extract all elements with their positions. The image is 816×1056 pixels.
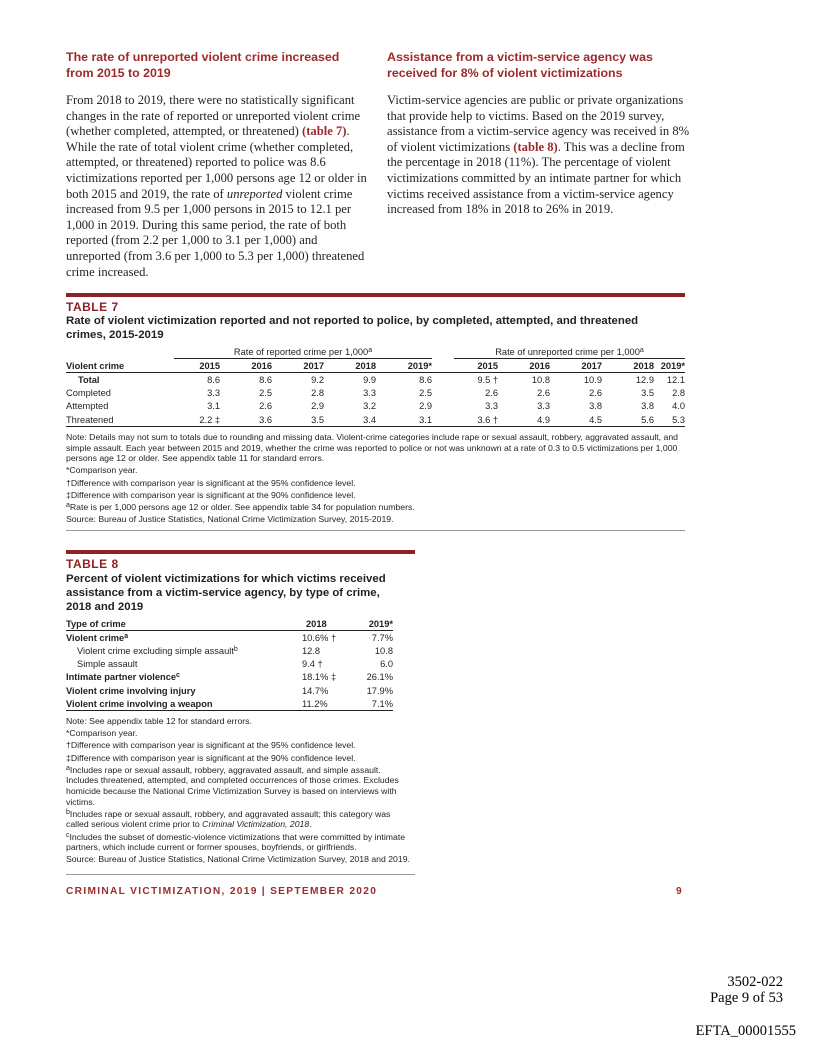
table8-title: Percent of violent victimizations for which victims received assistance from a victim-service agency, by type of crime, 2018 and 2019 [66, 573, 386, 613]
cell: 9.4 † [302, 659, 323, 670]
cell: 2.6 [259, 401, 272, 412]
table7-year: 2016 [498, 359, 550, 373]
table8-note-a: $^a$Includes rape or sexual assault, robbery, aggravated assault, and simple assault. Includes threatened, attempted, and completed occurrences of those crimes. Excludes homicide because the National Crime Victimization Survey is based on interviews with victims. [66, 764, 399, 807]
cell: 12.1 [666, 374, 685, 385]
cell: 26.1% [366, 672, 393, 683]
doc-id: 3502-022 [727, 974, 783, 990]
page-number: 9 [676, 886, 683, 897]
cell: 5.6 [602, 413, 654, 427]
cell: 10.9 [583, 374, 602, 385]
table8-note-b: $^b$Includes rape or sexual assault, robbery, and aggravated assault; this category was called serious violent crime prior to Criminal Victimization, 2018. [66, 808, 391, 830]
table7-group-header [66, 345, 685, 359]
cell: 3.3 [537, 401, 550, 412]
table7-column-header [66, 359, 685, 373]
cell: 2.6 [589, 388, 602, 399]
cell: 7.1% [354, 697, 393, 711]
row-label: Violent crime excluding simple assault$^b$ [77, 645, 238, 656]
table-row [66, 658, 393, 671]
table7-year: 2015 [454, 359, 498, 373]
left-p2: . While the rate of total violent crime (whether completed, attempted, or threatened) reported to police was 8.6 victimizations reported per 1,000 persons age 12 or older in both 2015 and 2019, the rate of [66, 124, 367, 201]
table8-note: Note: See appendix table 12 for standard errors. [66, 716, 252, 726]
cell: 4.0 [672, 401, 685, 412]
cell: 3.3 [207, 388, 220, 399]
table8-note: †Difference with comparison year is significant at the 95% confidence level. [66, 740, 356, 751]
table7-link[interactable]: (table 7) [302, 124, 347, 139]
table7-year: 2019* [376, 359, 432, 373]
table7-year: 2015 [174, 359, 220, 373]
table7-year: 2016 [220, 359, 272, 373]
cell: 3.1 [207, 401, 220, 412]
cell: 3.6 [220, 413, 272, 427]
cell: 5.3 [654, 413, 685, 427]
table8-bottom-rule [66, 874, 415, 875]
table-row [66, 387, 685, 400]
cell: 11.2% [302, 697, 354, 711]
cell: 3.8 [641, 401, 654, 412]
cell: 10.6% † [302, 632, 337, 643]
table-row [66, 400, 685, 413]
row-label: Violent crime$^a$ [66, 632, 129, 643]
table7-group-reported: Rate of reported crime per 1,000$^a$ [174, 345, 432, 359]
cell: 8.6 [259, 374, 272, 385]
left-p1: From 2018 to 2019, there were no statistically significant changes in the rate of reported or unreported violent crime (whether completed, attempted, or threatened) [66, 93, 361, 139]
table7-year: 2017 [550, 359, 602, 373]
cell: 12.8 [302, 645, 321, 656]
cell: 3.1 [376, 413, 432, 427]
cell: 3.5 [641, 388, 654, 399]
row-label: Intimate partner violence$^c$ [66, 672, 180, 683]
table7 [66, 345, 685, 427]
cell: 12.9 [635, 374, 654, 385]
cell: 3.5 [272, 413, 324, 427]
table-row [66, 697, 393, 711]
table7-note-a: $^a$Rate is per 1,000 persons age 12 or older. See appendix table 34 for population numbers. [66, 501, 415, 512]
right-p1: Victim-service agencies are public or private organizations that provide help to victims. Based on the 2019 survey, assistance from a victim-service agency was received in 8% of violent victimizations [387, 93, 690, 154]
cell: 2.5 [419, 388, 432, 399]
row-label: Completed [66, 388, 111, 399]
cell: 2.8 [311, 388, 324, 399]
cell: 3.3 [363, 388, 376, 399]
table-row [66, 644, 393, 657]
cell: 4.5 [550, 413, 602, 427]
cell: 4.9 [498, 413, 550, 427]
row-label: Total [78, 374, 100, 385]
row-label: Violent crime involving a weapon [66, 697, 302, 711]
cell: 10.8 [374, 645, 393, 656]
table7-year: 2019* [654, 359, 685, 373]
table8-label: TABLE 8 [66, 557, 119, 571]
table8-col-2019: 2019* [354, 617, 393, 631]
table8-top-bar [66, 550, 415, 554]
cell: 2.8 [672, 388, 685, 399]
cell: 8.6 [419, 374, 432, 385]
table8-note-c: $^c$Includes the subset of domestic-violence victimizations that were committed by intimate partners, which include current or former spouses, boyfriends, or girlfriends. [66, 831, 406, 853]
table7-note: †Difference with comparison year is significant at the 95% confidence level. [66, 477, 356, 488]
table7-bottom-rule [66, 530, 685, 531]
cell: 9.5 † [477, 374, 498, 385]
table7-year: 2018 [602, 359, 654, 373]
left-p3: violent crime increased from 9.5 per 1,000 persons in 2015 to 12.1 per 1,000 in 2019. During this same period, the rate of both reported (from 2.2 per 1,000 to 3.1 per 1,000) and unreported (from 3.6 per 1,000 to 5.3 per 1,000) threatened crime increased. [66, 186, 365, 279]
row-label: Simple assault [77, 659, 138, 670]
cell: 2.9 [311, 401, 324, 412]
table8-col-type: Type of crime [66, 617, 302, 631]
table8-note: ‡Difference with comparison year is significant at the 90% confidence level. [66, 752, 356, 763]
right-paragraph [387, 93, 691, 218]
table8-source: Source: Bureau of Justice Statistics, National Crime Victimization Survey, 2018 and 2019. [66, 854, 410, 865]
row-label: Violent crime involving injury [66, 685, 196, 696]
row-label: Threatened [66, 413, 174, 427]
table7-label: TABLE 7 [66, 300, 119, 314]
table-row [66, 373, 685, 387]
cell: 9.2 [311, 374, 324, 385]
cell: 8.6 [207, 374, 220, 385]
table8-notes [66, 716, 414, 866]
cell: 2.5 [259, 388, 272, 399]
cell: 10.8 [531, 374, 550, 385]
table-row [66, 671, 393, 684]
right-p2: . This was a decline from the percentage in 2018 (11%). The percentage of violent victimizations committed by an intimate partner for which victims received assistance from a victim-service agency increased from 18% in 2018 to 26% in 2019. [387, 139, 685, 217]
table7-note: ‡Difference with comparison year is significant at the 90% confidence level. [66, 489, 356, 500]
table7-note: Note: Details may not sum to totals due to rounding and missing data. Violent-crime categories include rape or sexual assault, robbery, aggravated assault, and simple assault. Each year between 2015 and 2019, whether the crime was reported to police or not was unknown at a rate of 0.3 to 0.5 victimizations per 1,000 persons age 12 or older. See appendix table 11 for standard errors. [66, 432, 679, 464]
cell: 7.7% [371, 632, 393, 643]
cell: 18.1% ‡ [302, 672, 337, 683]
cell: 2.6 [537, 388, 550, 399]
row-label: Attempted [66, 401, 109, 412]
table7-note: *Comparison year. [66, 465, 138, 476]
left-p2-italic: unreported [226, 186, 283, 201]
cell: 2.6 [485, 388, 498, 399]
table7-source: Source: Bureau of Justice Statistics, National Crime Victimization Survey, 2015-2019. [66, 514, 394, 525]
cell: 3.4 [324, 413, 376, 427]
table7-group-unreported: Rate of unreported crime per 1,000$^a$ [454, 345, 685, 359]
cell: 3.6 † [454, 413, 498, 427]
table-row [66, 631, 393, 645]
table7-top-bar [66, 293, 685, 297]
table-row [66, 413, 685, 427]
footer-title: CRIMINAL VICTIMIZATION, 2019 | SEPTEMBER 2020 [66, 886, 378, 897]
table7-notes [66, 432, 688, 526]
table8-column-header [66, 617, 393, 631]
efta-id: EFTA_00001555 [695, 1023, 796, 1039]
table7-year: 2018 [324, 359, 376, 373]
left-paragraph [66, 93, 368, 280]
cell: 2.2 ‡ [174, 413, 220, 427]
cell: 14.7% [302, 685, 329, 696]
table8-link[interactable]: (table 8) [513, 139, 558, 154]
table-row [66, 684, 393, 697]
right-heading: Assistance from a victim-service agency was received for 8% of violent victimizations [387, 50, 653, 80]
table8-col-2018: 2018 [302, 617, 354, 631]
left-heading: The rate of unreported violent crime increased from 2015 to 2019 [66, 50, 340, 80]
cell: 2.9 [419, 401, 432, 412]
table7-year: 2017 [272, 359, 324, 373]
table7-row-header: Violent crime [66, 359, 174, 373]
cell: 9.9 [363, 374, 376, 385]
cell: 6.0 [380, 659, 393, 670]
cell: 17.9% [366, 685, 393, 696]
cell: 3.2 [363, 401, 376, 412]
table8 [66, 617, 393, 711]
doc-stamp [710, 975, 783, 1006]
page-of: Page 9 of 53 [710, 989, 783, 1006]
cell: 3.8 [589, 401, 602, 412]
cell: 3.3 [485, 401, 498, 412]
table8-note: *Comparison year. [66, 728, 138, 739]
table7-title: Rate of violent victimization reported and not reported to police, by completed, attempted, and threatened crimes, 2015-2019 [66, 315, 639, 341]
